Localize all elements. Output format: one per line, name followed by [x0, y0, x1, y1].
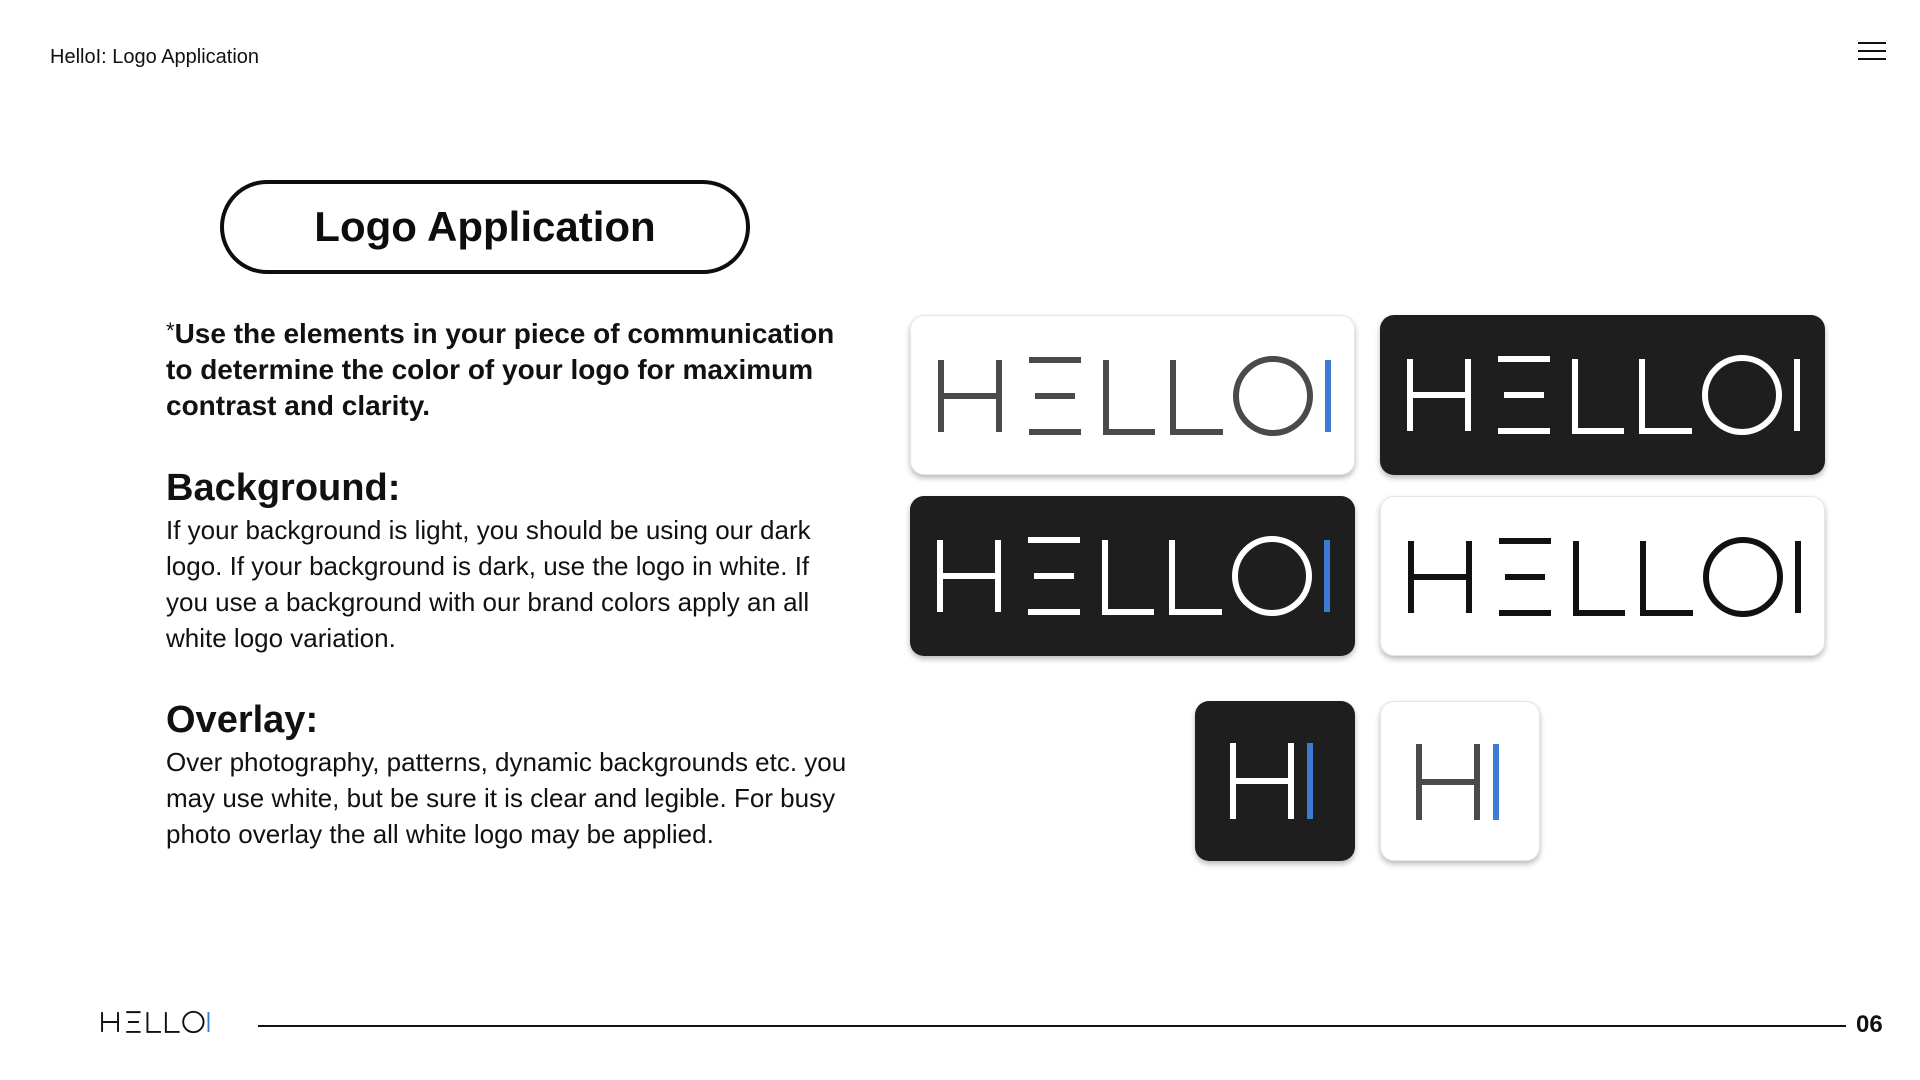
intro-asterisk: *	[166, 318, 175, 343]
intro-text: Use the elements in your piece of communication to determine the color of your logo for maximum contrast and clarity.	[166, 318, 835, 421]
hi-monogram-icon	[1381, 702, 1540, 861]
footer-divider	[258, 1025, 1846, 1027]
background-heading: Background:	[166, 467, 401, 509]
page-number: 06	[1856, 1011, 1883, 1038]
hi-monogram-icon	[1195, 701, 1355, 861]
logo-sample-dark-all-white	[1380, 315, 1825, 475]
footer-hello-logo-icon	[60, 1000, 250, 1044]
logo-wordmark	[941, 359, 1310, 433]
header-title: HelloI: Logo Application	[50, 46, 260, 68]
hello-logo-icon	[1381, 497, 1825, 656]
hello-logo-icon	[910, 496, 1355, 656]
monogram-sample-light	[1380, 701, 1540, 861]
logo-wordmark	[1411, 540, 1780, 614]
intro-note	[166, 316, 856, 424]
overlay-text: Over photography, patterns, dynamic backgrounds etc. you may use white, but be sure it is clear and legible. For busy photo overlay the all white logo may be applied.	[166, 747, 847, 849]
guidelines-text	[166, 316, 856, 894]
background-text: If your background is light, you should be using our dark logo. If your background is dark, use the logo in white. If you use a background with our brand colors apply an all white logo variation.	[166, 515, 811, 653]
hello-logo-icon	[911, 316, 1355, 475]
monogram-mark	[1419, 744, 1477, 820]
monogram-mark	[1233, 743, 1291, 819]
logo-sample-dark-blue-accent	[910, 496, 1355, 656]
logo-sample-light-blue-accent	[910, 315, 1355, 475]
hello-logo-icon	[1380, 315, 1825, 475]
logo-wordmark	[102, 1012, 203, 1032]
section-title-pill: Logo Application	[220, 180, 750, 274]
logo-sample-light-all-black	[1380, 496, 1825, 656]
logo-wordmark	[1410, 358, 1779, 432]
monogram-sample-dark	[1195, 701, 1355, 861]
overlay-heading: Overlay:	[166, 699, 319, 741]
logo-wordmark	[940, 539, 1309, 613]
hamburger-menu-icon[interactable]	[1858, 41, 1886, 61]
